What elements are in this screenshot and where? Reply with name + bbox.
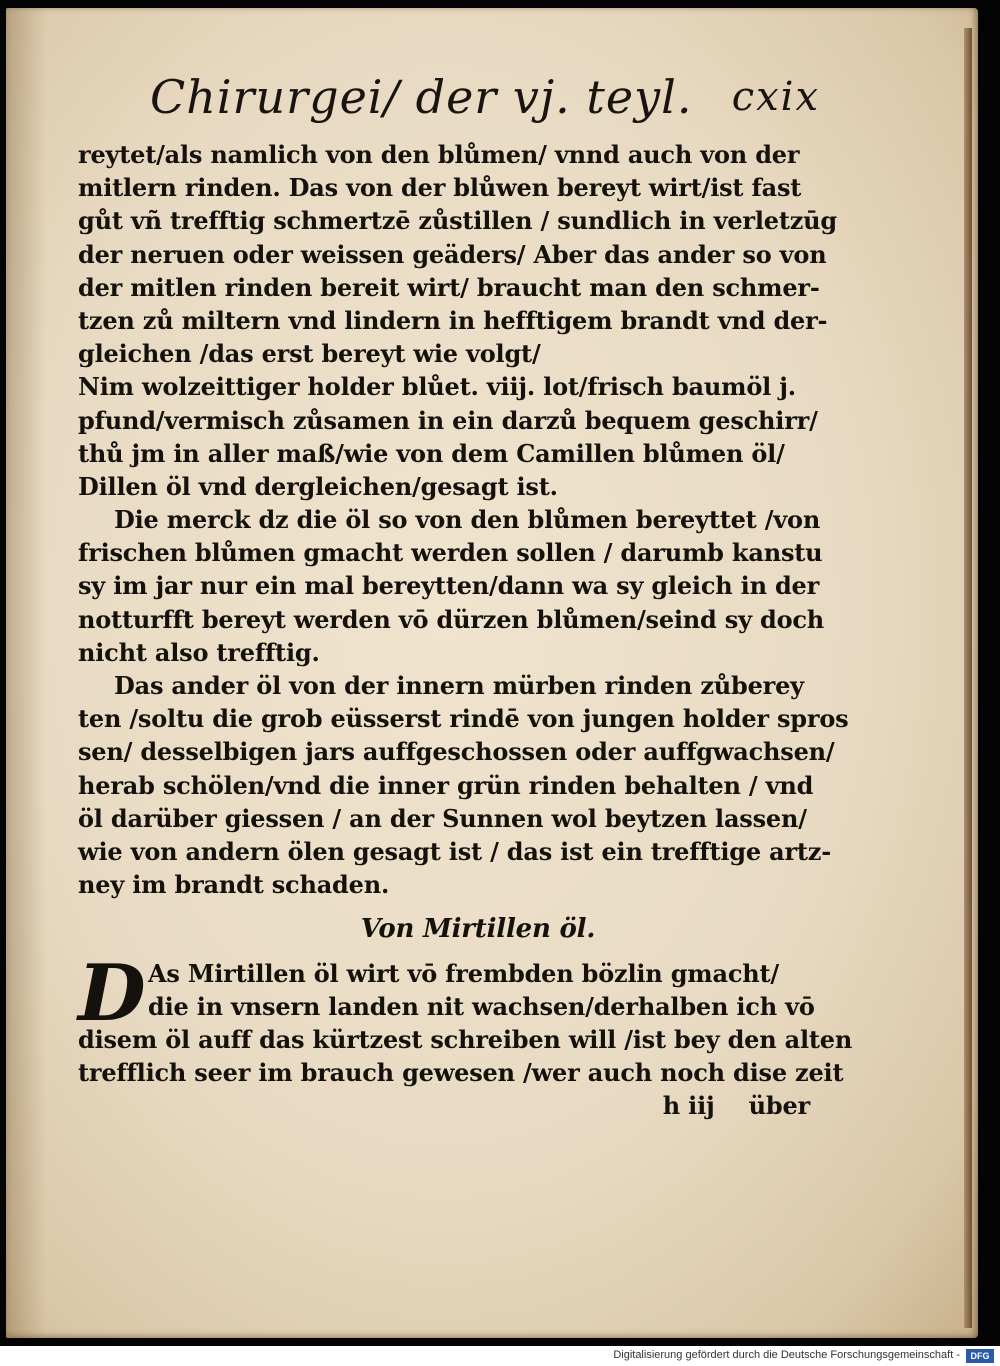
text-line: öl darüber giessen / an der Sunnen wol beytzen lassen/	[78, 803, 807, 833]
text-line: ten /soltu die grob eüsserst rindē von jungen holder spros	[78, 704, 849, 734]
text-line: der mitlen rinden bereit wirt/ braucht man den schmer-	[78, 272, 820, 302]
text-line: As Mirtillen öl wirt vō frembden bözlin gmacht/	[148, 958, 779, 988]
page-header	[150, 70, 830, 140]
text-line: trefflich seer im brauch gewesen /wer auch noch dise zeit	[78, 1058, 844, 1088]
text-line: disem öl auff das kürtzest schreiben will /ist bey den alten	[78, 1024, 853, 1054]
folio-number: cxix	[731, 74, 820, 120]
text-line: reytet/als namlich von den blůmen/ vnnd auch von der	[78, 140, 800, 169]
page-edge	[964, 28, 972, 1328]
dfg-logo: DFG	[966, 1349, 994, 1363]
text-line: notturfft bereyt werden vō dürzen blůmen/seind sy doch	[78, 604, 825, 634]
text-line: herab schölen/vnd die inner grün rinden behalten / vnd	[78, 770, 814, 800]
section-heading: Von Mirtillen öl.	[360, 914, 596, 945]
text-line: thů jm in aller maß/wie von dem Camillen blůmen öl/	[78, 438, 785, 468]
funding-credit: Digitalisierung gefördert durch die Deutsche Forschungsgemeinschaft -	[613, 1349, 960, 1361]
decorated-initial: D	[78, 947, 146, 1039]
text-line: Die merck dz die öl so von den blůmen bereyttet /von	[114, 505, 821, 535]
text-line: tzen zů miltern vnd lindern in hefftigem brandt vnd der-	[78, 305, 828, 335]
footer-bar	[0, 1346, 1000, 1366]
note-paragraph	[78, 503, 825, 669]
paragraph-continuation	[78, 138, 838, 370]
text-line: sy im jar nur ein mal bereytten/dann wa sy gleich in der	[78, 571, 820, 601]
running-head: Chirurgei/ der vj. teyl.	[150, 70, 693, 124]
catchword-line	[78, 1089, 818, 1122]
text-line: mitlern rinden. Das von der blůwen bereyt wirt/ist fast	[78, 173, 802, 203]
text-line: gleichen /das erst bereyt wie volgt/	[78, 339, 541, 369]
text-line: frischen blůmen gmacht werden sollen / darumb kanstu	[78, 538, 823, 568]
text-line: sen/ desselbigen jars auffgeschossen oder auffgwachsen/	[78, 737, 835, 767]
section-paragraph	[78, 947, 853, 1090]
text-line: Nim wolzeittiger holder blůet. viij. lot/frisch baumöl j.	[78, 372, 796, 402]
recipe-paragraph	[78, 370, 818, 503]
text-line: nicht also trefftig.	[78, 637, 320, 667]
body-text	[78, 138, 853, 1122]
catchword: über	[748, 1091, 810, 1121]
text-line: die in vnsern landen nit wachsen/derhalben ich vō	[148, 991, 815, 1021]
text-line: pfund/vermisch zůsamen in ein darzů bequem geschirr/	[78, 405, 818, 435]
text-line: gůt vñ trefftig schmertzē zůstillen / sundlich in verletzūg	[78, 206, 838, 236]
bark-oil-paragraph	[78, 669, 849, 901]
signature-mark: h iij	[662, 1091, 715, 1121]
text-line: Dillen öl vnd dergleichen/gesagt ist.	[78, 471, 558, 501]
text-line: ney im brandt schaden.	[78, 870, 390, 900]
text-line: Das ander öl von der innern mürben rinden zůberey	[114, 671, 804, 700]
text-line: der neruen oder weissen geäders/ Aber das ander so von	[78, 239, 827, 269]
text-line: wie von andern ölen gesagt ist / das ist ein trefftige artz-	[78, 836, 831, 866]
